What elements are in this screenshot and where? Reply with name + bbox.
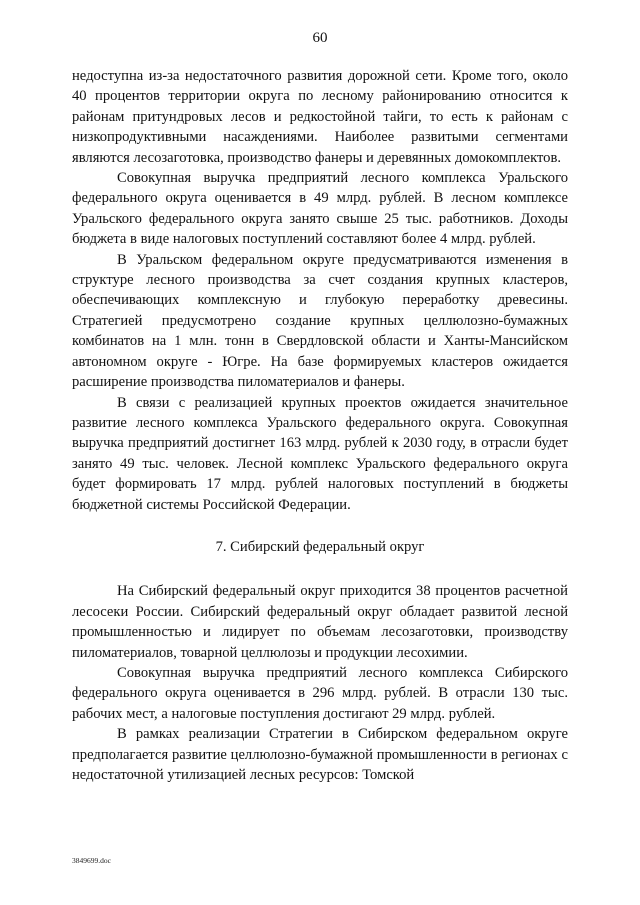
document-body [72,66,568,785]
footer-file-code: 3849699.doc [72,856,111,865]
paragraph: В Уральском федеральном округе предусматриваются изменения в структуре лесного производства за счет создания крупных кластеров, обеспечивающих комплексную и глубокую переработку древесины. Стратегией предусмотрено создание крупных целлюлозно-бумажных комбинатов на 1 млн. тонн в Свердловской области и Ханты-Мансийском автономном округе - Югре. На базе формируемых кластеров ожидается расширение производства пиломатериалов и фанеры. [72,251,568,391]
paragraph: Совокупная выручка предприятий лесного комплекса Сибирского федерального округа оценивается в 296 млрд. рублей. В отрасли 130 тыс. рабочих мест, а налоговые поступления достигают 29 млрд. рублей. [72,664,568,722]
paragraph: В рамках реализации Стратегии в Сибирском федеральном округе предполагается развитие целлюлозно-бумажной промышленности в регионах с недостаточной утилизацией лесных ресурсов: Томской [72,726,568,783]
paragraph: недоступна из-за недостаточного развития дорожной сети. Кроме того, около 40 процентов территории округа по лесному районированию относится к районам притундровых лесов и редкостойной тайги, то есть к районам с низкопродуктивными насаждениями. Наиболее развитыми сегментами являются лесозаготовка, производство фанеры и деревянных домокомплектов. [72,68,568,166]
paragraph: Совокупная выручка предприятий лесного комплекса Уральского федерального округа оценивается в 49 млрд. рублей. В лесном комплексе Уральского федерального округа занято свыше 25 тыс. работников. Доходы бюджета в виде налоговых поступлений составляют более 4 млрд. рублей. [72,170,568,248]
page-number: 60 [312,30,328,46]
paragraph: В связи с реализацией крупных проектов ожидается значительное развитие лесного комплекса Уральского федерального округа. Совокупная выручка предприятий достигнет 163 млрд. рублей к 2030 году, в отрасли будет занято 49 тыс. человек. Лесной комплекс Уральского федерального округа будет формировать 17 млрд. рублей налоговых поступлений в бюджеты бюджетной системы Российской Федерации. [72,394,568,513]
section-heading: 7. Сибирский федеральный округ [215,538,425,555]
paragraph: На Сибирский федеральный округ приходится 38 процентов расчетной лесосеки России. Сибирский федеральный округ обладает развитой лесной промышленностью и лидирует по объемам лесозаготовки, производству пиломатериалов, товарной целлюлозы и продукции лесохимии. [72,583,568,661]
